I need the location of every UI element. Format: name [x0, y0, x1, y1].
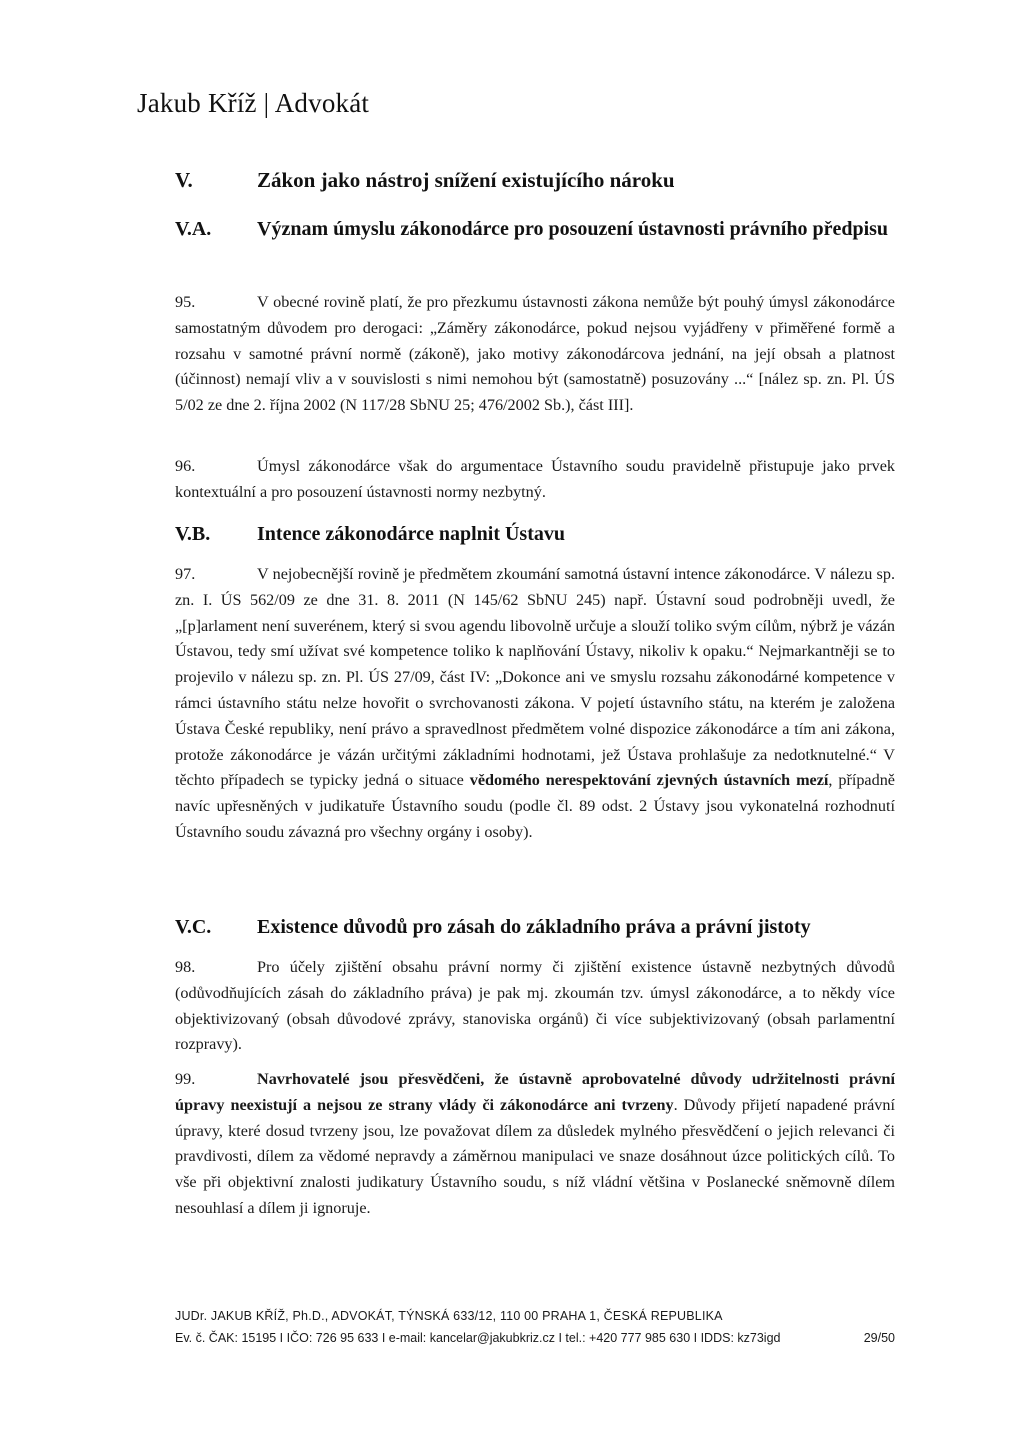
subsection-number: V.B. [175, 523, 211, 545]
paragraph-text-cont: , případně navíc upřesněných v judikatuře Ústavního soudu (podle čl. 89 odst. 2 Ústavy jsou vykonatelná rozhodnutí Ústavního soudu závazná pro všechny orgány i osoby). [175, 771, 895, 841]
footer-contact-line: Ev. č. ČAK: 15195 I IČO: 726 95 633 I e-mail: kancelar@jakubkriz.cz I tel.: +420 777 985 630 I IDDS: kz73igd [175, 1331, 781, 1345]
subsection-title: Existence důvodů pro zásah do základního práva a právní jistoty [257, 916, 811, 938]
paragraph-text: . Důvody přijetí napadené právní úpravy, které dosud tvrzeny jsou, lze považovat dílem za důsledek mylného přesvědčení o jejich relevanci či pravdivosti, dílem za vědomé nepravdy a záměrnou manipulaci ve snaze dosáhnout úzce politických cílů. To vše při objektivní znalosti judikatury Ústavního soudu, s níž vládní většina v Poslanecké sněmovně dílem nesouhlasí a dílem ji ignoruje. [175, 1095, 895, 1217]
paragraph-text: V nejobecnější rovině je předmětem zkoumání samotná ústavní intence zákonodárce. V nálezu sp. zn. I. ÚS 562/09 ze dne 31. 8. 2011 (N 145/62 SbNU 245) např. Ústavní soud podrobněji uvedl, že „[p]arlament není suverénem, který si svou agendu libovolně určuje a slouží toliko svým cílům, nýbrž je vázán Ústavou, tedy smí užívat své kompetence toliko k naplňování Ústavy, nikoliv k opaku.“ Nejmarkantněji se to projevilo v nálezu sp. zn. Pl. ÚS 27/09, část IV: „Dokonce ani ve smyslu rozsahu zákonodárné kompetence v rámci ústavního státu nelze hovořit o svrchovanosti zákona. V pojetí ústavního státu, na kterém je založena Ústava České republiky, není právo a spravedlnost předmětem volné dispozice zákonodárce a tím ani zákona, protože zákonodárce je vázán určitými základními hodnotami, jež Ústava prohlašuje za nedotknutelné.“ V těchto případech se typicky jedná o situace [175, 565, 895, 790]
page-footer [175, 1309, 895, 1345]
paragraph-98 [175, 955, 895, 1058]
subsection-title: Význam úmyslu zákonodárce pro posouzení ústavnosti právního předpisu [257, 218, 889, 240]
subsection-number: V.A. [175, 218, 212, 240]
paragraph-number: 98. [175, 958, 196, 976]
paragraph-97 [175, 562, 895, 846]
page-number: 29/50 [863, 1331, 895, 1345]
paragraph-number: 99. [175, 1070, 196, 1088]
subsection-title: Intence zákonodárce naplnit Ústavu [257, 523, 565, 545]
paragraph-emphasis: Navrhovatelé jsou přesvědčeni, že ústavně aprobovatelné důvody udržitelnosti právní úpravy neexistují a nejsou ze strany vlády či zákonodárce ani tvrzeny [175, 1070, 895, 1114]
paragraph-text: V obecné rovině platí, že pro přezkumu ústavnosti zákona nemůže být pouhý úmysl zákonodárce samostatným důvodem pro derogaci: „Záměry zákonodárce, pokud nejsou vyjádřeny v přiměřené formě a rozsahu v samotné právní normě (zákoně), jako motivy zákonodárcova jednání, na její obsah a platnost (účinnost) nemají vliv a v souvislosti s nimi nemohou být (samostatně) posuzovány ...“ [nález sp. zn. Pl. ÚS 5/02 ze dne 2. října 2002 (N 117/28 SbNU 25; 476/2002 Sb.), část III]. [175, 293, 895, 415]
letterhead: Jakub Kříž | Advokát [137, 88, 370, 118]
paragraph-99 [175, 1067, 895, 1222]
footer-address: JUDr. JAKUB KŘÍŽ, Ph.D., ADVOKÁT, TÝNSKÁ 633/12, 110 00 PRAHA 1, ČESKÁ REPUBLIKA [175, 1309, 723, 1323]
paragraph-number: 96. [175, 457, 196, 475]
subsection-heading-a [175, 214, 915, 244]
footer-contacts [175, 1331, 895, 1345]
section-title: Zákon jako nástroj snížení existujícího nároku [257, 168, 675, 192]
subsection-heading-b [175, 519, 915, 549]
subsection-number: V.C. [175, 916, 212, 938]
paragraph-number: 97. [175, 565, 196, 583]
paragraph-emphasis: vědomého nerespektování zjevných ústavních mezí [469, 771, 829, 790]
subsection-heading-c [175, 912, 915, 942]
paragraph-number: 95. [175, 293, 196, 311]
paragraph-text: Úmysl zákonodárce však do argumentace Ústavního soudu pravidelně přistupuje jako prvek kontextuální a pro posouzení ústavnosti normy nezbytný. [175, 457, 895, 501]
paragraph-text: Pro účely zjištění obsahu právní normy či zjištění existence ústavně nezbytných důvodů (odůvodňujících zásah do základního práva) je pak mj. zkoumán tzv. úmysl zákonodárce, a to někdy více objektivizovaný (obsah důvodové zprávy, stanoviska orgánů) či více subjektivizovaný (obsah parlamentní rozpravy). [175, 958, 895, 1054]
paragraph-96 [175, 454, 895, 506]
section-number: V. [175, 168, 193, 192]
paragraph-95 [175, 290, 895, 419]
